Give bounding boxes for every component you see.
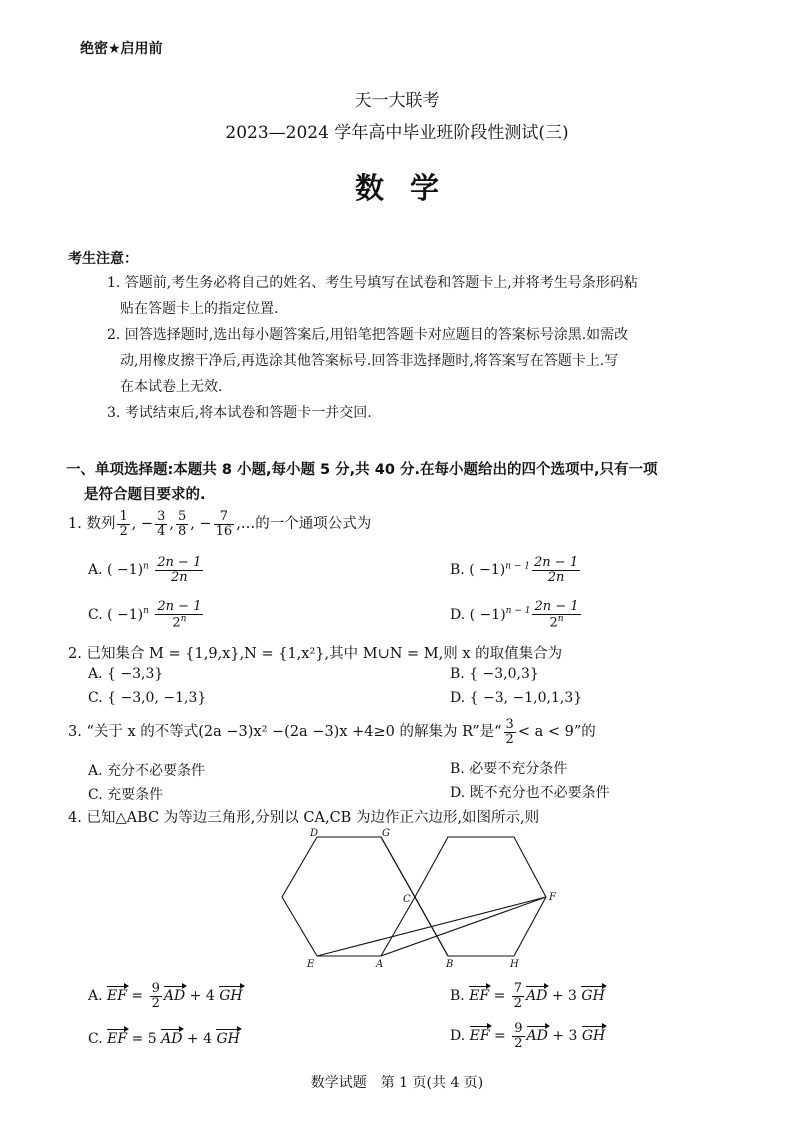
q1-option-b-base: ( −1) xyxy=(469,562,506,579)
q4-option-b-vector-ad: AD xyxy=(526,985,547,1004)
notice-item-1-line-2: 贴在答题卡上的指定位置. xyxy=(120,301,279,317)
q1-option-d-base: ( −1) xyxy=(469,606,506,623)
segment-e-f xyxy=(317,897,546,956)
q4-option-b-coef-1-numerator: 7 xyxy=(513,981,523,996)
q4-option-a-vector-ad: AD xyxy=(164,985,185,1004)
q4-option-b-coef-1 xyxy=(512,982,524,1010)
q4-option-b: B. EF = $\frac{7}{2}$ AD + 3 GH xyxy=(450,981,605,1011)
notice-item-2-line-2: 动,用橡皮擦干净后,再选涂其他答案标号.回答非选择题时,将答案写在答题卡上.写 xyxy=(120,353,619,369)
notice-item-3: 3. 考试结束后,将本试卷和答题卡一并交回. xyxy=(107,405,372,421)
q3-fraction-numerator: 3 xyxy=(505,717,514,732)
q4-option-c-vector-gh: GH xyxy=(216,1028,239,1047)
label-e: E xyxy=(307,959,315,970)
q1-option-b-exponent: n − 1 xyxy=(505,561,531,572)
q4-option-c-label: C. xyxy=(88,1031,103,1047)
exam-organizer: 天一大联考 xyxy=(354,91,440,111)
label-g: G xyxy=(382,828,390,839)
q1-option-a-fraction xyxy=(155,556,203,584)
q4-option-a-coef-1-numerator: 9 xyxy=(151,981,160,996)
q4-option-a-coef-1-denominator: 2 xyxy=(151,995,160,1011)
q4-option-d-label: D. xyxy=(450,1028,466,1045)
q4-option-a: A. EF = $\frac{9}{2}$ AD + 4 GH xyxy=(88,981,243,1011)
q3-stem-part-2: < a < 9”的 xyxy=(517,724,596,741)
question-1-stem: 1. 数列 $\frac{1}{2}$ , − $\frac{3}{4}$ , $\frac{5}{8}$ , − $\frac{7}{16}$ ,…的一个通项公式为 xyxy=(68,509,372,539)
q4-option-d: D. EF = $\frac{9}{2}$ AD + 3 GH xyxy=(450,1021,606,1051)
q4-option-a-vector-gh: GH xyxy=(219,985,242,1004)
q4-option-b-coef-2: 3 xyxy=(568,988,577,1005)
q1-option-b-label: B. xyxy=(450,562,465,579)
q1-term-2-numerator: 3 xyxy=(157,509,166,524)
q1-term-3-denominator: 8 xyxy=(178,523,187,539)
q4-option-d-vector-ad: AD xyxy=(527,1025,548,1044)
q2-option-b: B. { −3,0,3} xyxy=(450,666,539,682)
left-hexagon xyxy=(282,837,415,956)
q4-option-c-vector-ef: EF xyxy=(107,1028,127,1047)
q3-option-b: B. 必要不充分条件 xyxy=(450,761,568,777)
label-a: A xyxy=(376,959,384,970)
q4-option-c-coef-1: 5 xyxy=(147,1031,157,1047)
q4-option-c-coef-2: 4 xyxy=(203,1031,212,1047)
question-2-stem: 2. 已知集合 M = {1,9,x},N = {1,x²},其中 M∪N = M,则 x 的取值集合为 xyxy=(68,646,563,662)
notice-item-2-line-3: 在本试卷上无效. xyxy=(120,379,223,395)
q1-option-b-denominator: 2n xyxy=(547,569,565,585)
q1-option-a-denominator: 2n xyxy=(170,569,188,585)
q4-option-d-coef-1 xyxy=(512,1022,524,1050)
label-c: C xyxy=(403,894,411,905)
label-f: F xyxy=(549,892,556,903)
q4-option-d-coef-2: 3 xyxy=(568,1028,578,1045)
q3-option-d: D. 既不充分也不必要条件 xyxy=(450,785,610,801)
q4-option-a-coef-2: 4 xyxy=(205,988,215,1005)
q4-option-c-vector-ad: AD xyxy=(161,1028,182,1047)
section-heading xyxy=(66,458,766,508)
q1-tail: ,…的一个通项公式为 xyxy=(236,516,372,533)
label-d: D xyxy=(310,828,319,839)
q4-option-d-vector-ef: EF xyxy=(470,1025,490,1044)
q1-option-c-denominator: 2$^n$ xyxy=(172,613,187,630)
q1-option-a-exponent: n xyxy=(143,561,149,572)
question-4-stem: 4. 已知△ABC 为等边三角形,分别以 CA,CB 为边作正六边形,如图所示,则 xyxy=(68,810,540,826)
q1-option-d-label: D. xyxy=(450,606,466,623)
q1-term-2-denominator: 4 xyxy=(157,523,166,539)
q1-option-a-numerator: 2n − 1 xyxy=(157,555,202,570)
q1-term-2 xyxy=(155,510,167,538)
q1-term-1-denominator: 2 xyxy=(119,523,128,539)
q1-option-d-numerator: 2n − 1 xyxy=(534,599,579,614)
q4-option-a-label: A. xyxy=(88,988,103,1005)
subject-title: 数学 xyxy=(354,171,465,205)
q1-option-b xyxy=(450,556,582,584)
page-footer: 数学试题 第 1 页(共 4 页) xyxy=(310,1075,484,1091)
q1-option-c-base: ( −1) xyxy=(107,606,144,623)
q1-option-c-fraction xyxy=(155,600,203,630)
exam-title: 2023—2024 学年高中毕业班阶段性测试(三) xyxy=(225,123,569,143)
q3-fraction-denominator: 2 xyxy=(505,731,514,747)
q1-option-d xyxy=(450,600,583,630)
q1-option-b-numerator: 2n − 1 xyxy=(534,555,579,570)
q1-option-d-denominator: 2$^n$ xyxy=(549,613,564,630)
q4-option-a-coef-1 xyxy=(150,982,162,1010)
q1-option-a-base: ( −1) xyxy=(107,562,144,579)
q1-term-1 xyxy=(117,510,129,538)
question-3-stem xyxy=(68,718,596,746)
q1-option-c-label: C. xyxy=(88,606,103,623)
q4-option-d-coef-1-denominator: 2 xyxy=(514,1035,523,1051)
right-hexagon xyxy=(415,837,546,956)
q2-option-c: C. { −3,0, −1,3} xyxy=(88,690,207,706)
q1-option-a-label: A. xyxy=(88,562,103,579)
q1-option-c-numerator: 2n − 1 xyxy=(157,599,202,614)
q3-option-c: C. 充要条件 xyxy=(88,787,164,803)
q1-option-a xyxy=(88,556,205,584)
q1-term-4-numerator: 7 xyxy=(214,510,235,525)
q1-number: 1. 数列 xyxy=(68,516,116,533)
notice-heading: 考生注意： xyxy=(68,251,138,267)
q4-option-d-coef-1-numerator: 9 xyxy=(514,1021,523,1036)
segment-a-f xyxy=(381,897,546,956)
notice-item-1-line-1: 1. 答题前,考生务必将自己的姓名、考生号填写在试卷和答题卡上,并将考生号条形码粘 xyxy=(107,275,638,291)
q1-option-c xyxy=(88,600,205,630)
q3-option-a: A. 充分不必要条件 xyxy=(88,763,206,779)
q4-option-a-vector-ef: EF xyxy=(107,985,127,1004)
q1-option-d-exponent: n − 1 xyxy=(505,606,531,617)
q1-option-d-fraction xyxy=(532,600,580,630)
q2-option-d: D. { −3, −1,0,1,3} xyxy=(450,690,583,706)
q4-option-b-vector-ef: EF xyxy=(469,985,489,1004)
confidential-mark: 绝密★启用前 xyxy=(80,41,163,57)
section-heading-line-1: 一、单项选择题:本题共 8 小题,每小题 5 分,共 40 分.在每小题给出的四个选项中,只有一项 xyxy=(66,462,658,478)
q4-option-b-vector-gh: GH xyxy=(581,985,604,1004)
q4-option-c: C. EF = 5 AD + 4 GH xyxy=(88,1028,240,1047)
section-heading-line-2: 是符合题目要求的. xyxy=(84,487,206,503)
q1-option-c-exponent: n xyxy=(143,606,149,617)
label-h: H xyxy=(510,959,519,970)
q1-term-4-denominator: 16 xyxy=(215,523,233,539)
q1-term-3 xyxy=(176,510,188,538)
q3-fraction xyxy=(504,718,516,746)
q4-option-b-coef-1-denominator: 2 xyxy=(513,995,523,1011)
q1-term-4 xyxy=(214,510,235,538)
notice-item-2-line-1: 2. 回答选择题时,选出每小题答案后,用铅笔把答题卡对应题目的答案标号涂黑.如需改 xyxy=(107,327,629,343)
q4-option-d-vector-gh: GH xyxy=(582,1025,605,1044)
q3-stem-part-1: 3. “关于 x 的不等式(2a −3)x² −(2a −3)x +4≥0 的解集为 R”是“ xyxy=(68,724,502,741)
label-b: B xyxy=(446,959,454,970)
hexagon-figure xyxy=(270,826,570,972)
q2-option-a: A. { −3,3} xyxy=(88,666,164,682)
q1-option-b-fraction xyxy=(532,556,580,584)
q1-term-3-numerator: 5 xyxy=(178,509,187,524)
q1-term-1-numerator: 1 xyxy=(119,509,128,524)
q4-option-b-label: B. xyxy=(450,988,465,1005)
